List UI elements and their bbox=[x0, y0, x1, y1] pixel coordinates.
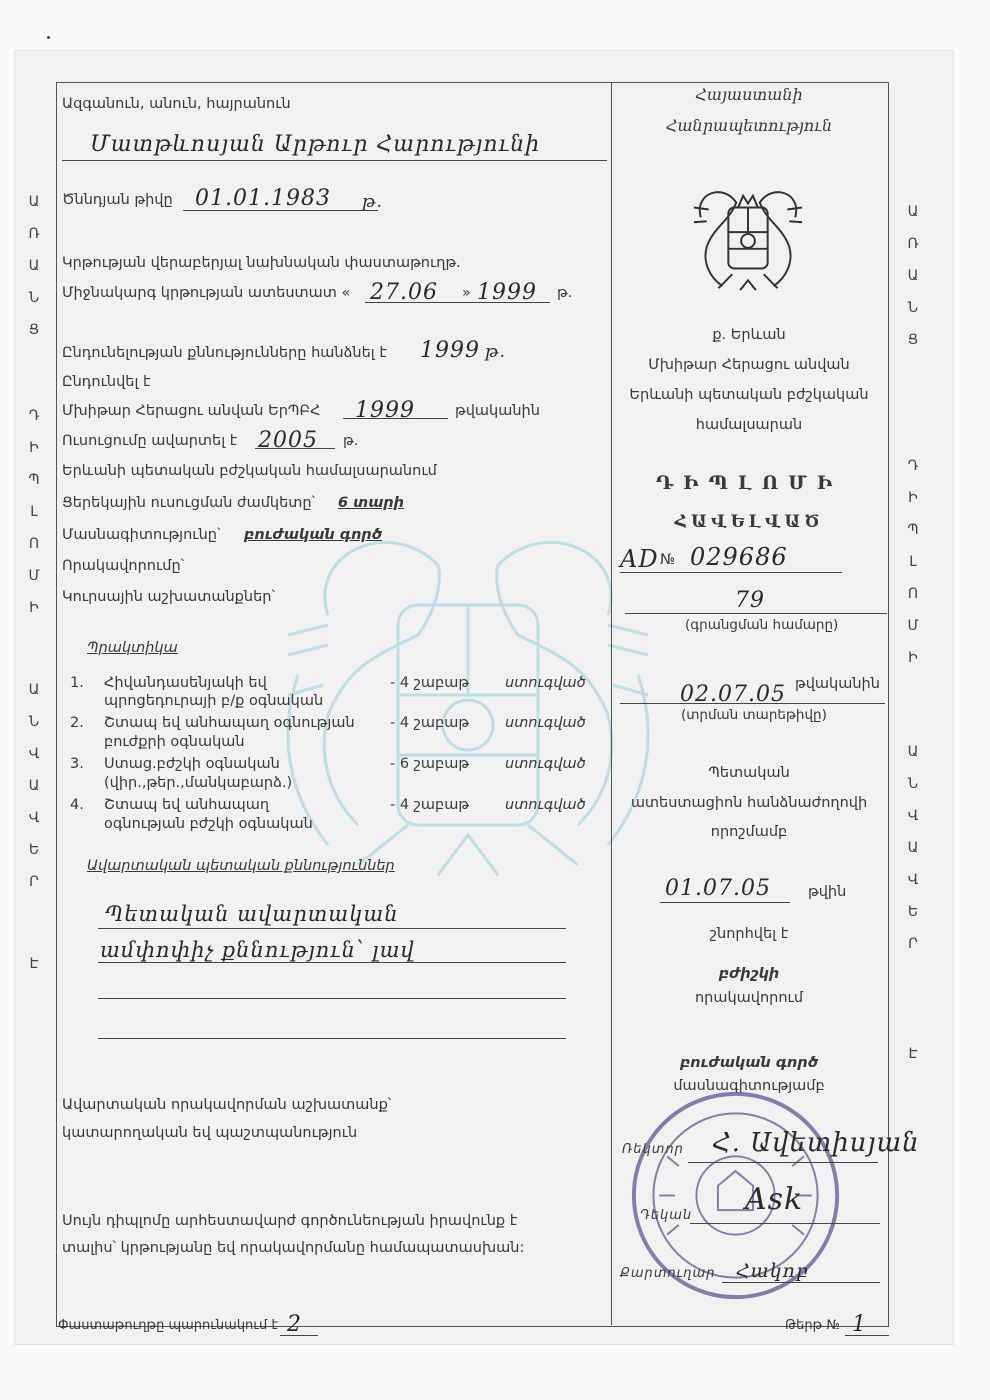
serial-no-sign: № bbox=[660, 552, 676, 568]
univ-underline bbox=[343, 418, 448, 419]
dob-value: 01.01.1983 bbox=[195, 186, 331, 211]
dob-underline bbox=[183, 210, 378, 211]
vertical-letter: Պ bbox=[28, 472, 40, 488]
rector-signature: Հ. Ավետիսյան bbox=[712, 1128, 920, 1158]
vertical-letter: Ր bbox=[908, 936, 918, 952]
rights-line-1: Սույն դիպլոմը արհեստավարժ գործունեության իրավունք է bbox=[62, 1213, 518, 1229]
serial-value: 029686 bbox=[690, 543, 788, 571]
final-exam-underline-2 bbox=[98, 962, 566, 963]
institution-line-1: Մխիթար Հերացու անվան bbox=[648, 357, 850, 373]
secretary-label: Քարտուղար bbox=[620, 1266, 716, 1281]
final-exam-line-1: Պետական ավարտական bbox=[105, 902, 399, 926]
specialty-value: բուժական գործ bbox=[244, 527, 383, 543]
qualification-label: Որակավորումը՝ bbox=[62, 558, 185, 574]
cert-mid: » bbox=[462, 285, 471, 301]
vertical-letter: Լ bbox=[909, 554, 917, 570]
exams-label: Ընդունելության քննությունները հանձնել է bbox=[62, 345, 387, 361]
issue-underline bbox=[620, 703, 885, 704]
univ-label: Մխիթար Հերացու անվան ԵրՊԲՀ bbox=[62, 403, 321, 419]
dob-label: Ծննդյան թիվը bbox=[62, 192, 173, 208]
finished-label: Ուսուցումը ավարտել է bbox=[62, 433, 238, 449]
secretary-signature: Հակոբ bbox=[736, 1260, 809, 1282]
vertical-letter: Լ bbox=[30, 504, 38, 520]
qualification-word: որակավորում bbox=[694, 990, 804, 1006]
page: Ա Ռ Ա Ն Ց Դ Ի Պ Լ Ո Մ Ի Ա Ն Վ Ա Վ Ե Ր Է Ա Ռ Ա Ն Ց Դ Ի Պ Լ Ո Մ Ի Ա Ն Վ Ա Վ Ե Ր Է Ազգանուն, անուն, հայրանուն Մատթևոսյան Արթուր Հարությունի Ծննդյան թիվը 01.01.1983 թ. Կրթության վերաբերյալ նախնական փաստաթուղթ. Միջնակարգ կրթության ատեստատ « 27.06 » 1999 թ. Ընդունելության քննությունները հանձնել է 1999 թ. Ընդունվել է Մխիթար Հերացու անվան ԵրՊԲՀ 1999 թվականին Ուսուցումը ավարտել է 2005 թ. Երևանի պետական բժշկական համալսարանում Ցերեկային ուսուցման ժամկետը՝ 6 տարի Մասնագիտությունը՝ բուժական գործ Որակավորումը՝ Կուրսային աշխատանքներ՝ Պրակտիկա 1. Հիվանդասենյակի եվ պրոցեդուրայի բ/ք օգնական - 4 շաբաթ ստուգված 2. Շտապ եվ անհապաղ օգնության բուժքրի օգնական - 4 շաբաթ ստուգված 3. Ստաց.բժշկի օգնական (վիր.,թեր.,մանկաբարձ.) - 6 շաբաթ ստուգված 4. Շտապ եվ անհապաղ օգնության բժշկի օգնական - 4 շաբաթ ստուգված Ավարտական պետական քննություններ Պետական ավարտական ամփոփիչ քննություն՝ լավ Ավարտական որակավորման աշխատանք՝ կատարողական եվ պաշտպանություն Սույն դիպլոմը արհեստավարժ գործունեության իրավունք է տալիս՝ կրթությանը եվ որակավորմանը համապատասխան: Հայաստանի Հանրապետություն ք. Երևան Մխիթար Հերացու անվան Երևանի պետական բժշկական համալսարան ԴԻՊԼՈՄԻ ՀԱՎԵԼՎԱԾ AD № 029686 79 (գրանցման համարը) 02.07.05 թվականին (տրման տարեթիվը) Պետական ատեստացիոն հանձնաժողովի որոշմամբ 01.07.05 թվին շնորհվել է բժիշկի որակավորում բուժական գործ մասնագիտությամբ Ռեկտոր Հ. Ավետիսյան Դեկան Ask Քարտուղար Հակոբ Փաստաթուղթը պարունակում է 2 Թերթ № 1 bbox=[0, 0, 990, 1400]
cert-underline bbox=[365, 302, 550, 303]
vertical-letter: Ա bbox=[28, 682, 40, 698]
decision-underline bbox=[660, 902, 790, 903]
serial-prefix: AD bbox=[620, 545, 659, 573]
vertical-letter: Ե bbox=[907, 904, 919, 920]
registration-label: (գրանցման համարը) bbox=[685, 617, 839, 633]
vertical-letter: Ն bbox=[907, 776, 919, 792]
document-subtitle: ՀԱՎԵԼՎԱԾ bbox=[674, 512, 824, 532]
sheet-underline bbox=[845, 1335, 889, 1336]
admitted-label: Ընդունվել է bbox=[62, 374, 151, 390]
coat-of-arms-icon bbox=[689, 178, 807, 296]
final-exam-underline-4 bbox=[98, 1038, 566, 1039]
thesis-line-2: կատարողական եվ պաշտպանություն bbox=[62, 1125, 358, 1141]
prev-edu-label: Կրթության վերաբերյալ նախնական փաստաթուղթ. bbox=[62, 255, 461, 271]
vertical-letter: Ի bbox=[29, 440, 39, 456]
country-line-1: Հայաստանի bbox=[695, 85, 803, 104]
dean-label: Դեկան bbox=[640, 1208, 693, 1223]
issue-date: 02.07.05 bbox=[680, 682, 786, 707]
vertical-letter: Պ bbox=[907, 522, 919, 538]
vertical-letter: Ն bbox=[28, 714, 40, 730]
duration-label: Ցերեկային ուսուցման ժամկետը՝ bbox=[62, 495, 316, 511]
document-title: ԴԻՊԼՈՄԻ bbox=[655, 472, 843, 494]
awarded-label: շնորհվել է bbox=[709, 926, 789, 942]
thesis-line-1: Ավարտական որակավորման աշխատանք՝ bbox=[62, 1097, 392, 1113]
vertical-letter: Ո bbox=[907, 586, 919, 602]
column-divider bbox=[611, 82, 612, 1325]
rector-label: Ռեկտոր bbox=[622, 1142, 684, 1157]
vertical-letter: Դ bbox=[28, 408, 40, 424]
attached-underline bbox=[280, 1335, 318, 1336]
practice-title: Պրակտիկա bbox=[87, 640, 178, 656]
serial-underline bbox=[620, 572, 842, 573]
speck bbox=[47, 36, 50, 39]
secretary-underline bbox=[722, 1282, 880, 1283]
final-exam-underline-1 bbox=[98, 928, 566, 929]
vertical-letter: Ա bbox=[28, 778, 40, 794]
specialty-word: մասնագիտությամբ bbox=[673, 1078, 825, 1094]
rights-line-2: տալիս՝ կրթությանը եվ որակավորմանը համապատասխան: bbox=[62, 1240, 525, 1256]
univ-suffix: թվականին bbox=[455, 403, 540, 419]
duration-value: 6 տարի bbox=[338, 495, 405, 511]
finished-underline bbox=[255, 448, 335, 449]
country-line-2: Հանրապետություն bbox=[665, 116, 833, 135]
vertical-letter: Ռ bbox=[28, 226, 40, 242]
vertical-letter: Ի bbox=[29, 600, 39, 616]
issue-suffix: թվականին bbox=[795, 676, 880, 692]
cert-year: 1999 bbox=[477, 280, 537, 305]
final-exam-underline-3 bbox=[98, 998, 566, 999]
finished-suffix: թ. bbox=[343, 433, 359, 449]
finished-year: 2005 bbox=[258, 428, 318, 453]
sheet-value: 1 bbox=[852, 1312, 867, 1337]
vertical-letter: Ն bbox=[28, 290, 40, 306]
vertical-letter: Ռ bbox=[907, 236, 919, 252]
vertical-letter: Ի bbox=[908, 650, 918, 666]
final-exam-line-2: ամփոփիչ քննություն՝ լավ bbox=[100, 938, 415, 962]
vertical-letter: Ց bbox=[28, 322, 40, 338]
vertical-letter: Ա bbox=[28, 194, 40, 210]
vertical-letter: Ն bbox=[907, 300, 919, 316]
vertical-letter: Մ bbox=[907, 618, 919, 634]
city: ք. Երևան bbox=[712, 327, 786, 343]
commission-line-2: ատեստացիոն հանձնաժողովի bbox=[630, 795, 868, 811]
vertical-letter: Է bbox=[908, 1046, 918, 1062]
vertical-letter: Ր bbox=[29, 874, 39, 890]
attached-value: 2 bbox=[287, 1312, 302, 1337]
vertical-letter: Դ bbox=[907, 458, 919, 474]
vertical-letter: Է bbox=[29, 956, 39, 972]
decision-suffix: թվին bbox=[808, 884, 847, 900]
decision-date: 01.07.05 bbox=[665, 876, 771, 901]
rector-underline bbox=[688, 1162, 878, 1163]
specialty-value-right: բուժական գործ bbox=[679, 1055, 819, 1071]
name-label: Ազգանուն, անուն, հայրանուն bbox=[62, 96, 291, 112]
vertical-letter: Վ bbox=[28, 746, 40, 762]
institution-line-2: Երևանի պետական բժշկական bbox=[629, 387, 869, 403]
vertical-letter: Ե bbox=[28, 842, 40, 858]
cert-suffix: թ. bbox=[557, 285, 573, 301]
vertical-letter: Վ bbox=[907, 808, 919, 824]
name-underline bbox=[62, 160, 607, 161]
registration-underline bbox=[625, 613, 887, 614]
name-value: Մատթևոսյան Արթուր Հարությունի bbox=[90, 132, 541, 157]
vertical-letter: Ա bbox=[28, 258, 40, 274]
attached-label: Փաստաթուղթը պարունակում է bbox=[58, 1318, 279, 1333]
cert-label: Միջնակարգ կրթության ատեստատ « bbox=[62, 285, 351, 301]
vertical-letter: Մ bbox=[28, 568, 40, 584]
institution-line-3: համալսարան bbox=[695, 417, 803, 433]
vertical-letter: Վ bbox=[28, 810, 40, 826]
vertical-letter: Ա bbox=[907, 744, 919, 760]
cert-day: 27.06 bbox=[370, 280, 438, 305]
vertical-letter: Ա bbox=[907, 268, 919, 284]
vertical-letter: Ց bbox=[907, 332, 919, 348]
qualification-value: բժիշկի bbox=[718, 966, 780, 982]
vertical-letter: Ի bbox=[908, 490, 918, 506]
exams-year: 1999 bbox=[420, 338, 480, 363]
vertical-letter: Ո bbox=[28, 536, 40, 552]
univ-year: 1999 bbox=[355, 398, 415, 423]
sheet-label: Թերթ № bbox=[785, 1318, 840, 1333]
univ-full-label: Երևանի պետական բժշկական համալսարանում bbox=[62, 463, 437, 479]
dob-suffix: թ. bbox=[362, 192, 383, 212]
vertical-letter: Ա bbox=[907, 204, 919, 220]
dean-underline bbox=[690, 1223, 880, 1224]
coursework-label: Կուրսային աշխատանքներ՝ bbox=[62, 589, 275, 605]
issue-label: (տրման տարեթիվը) bbox=[681, 707, 827, 723]
specialty-label: Մասնագիտությունը՝ bbox=[62, 527, 221, 543]
exams-suffix: թ. bbox=[485, 342, 506, 362]
registration-number: 79 bbox=[735, 588, 765, 613]
commission-line-1: Պետական bbox=[708, 765, 790, 781]
commission-line-3: որոշմամբ bbox=[710, 824, 788, 840]
final-exams-title: Ավարտական պետական քննություններ bbox=[87, 858, 395, 874]
vertical-letter: Ա bbox=[907, 840, 919, 856]
dean-signature: Ask bbox=[745, 1182, 804, 1217]
vertical-letter: Վ bbox=[907, 872, 919, 888]
